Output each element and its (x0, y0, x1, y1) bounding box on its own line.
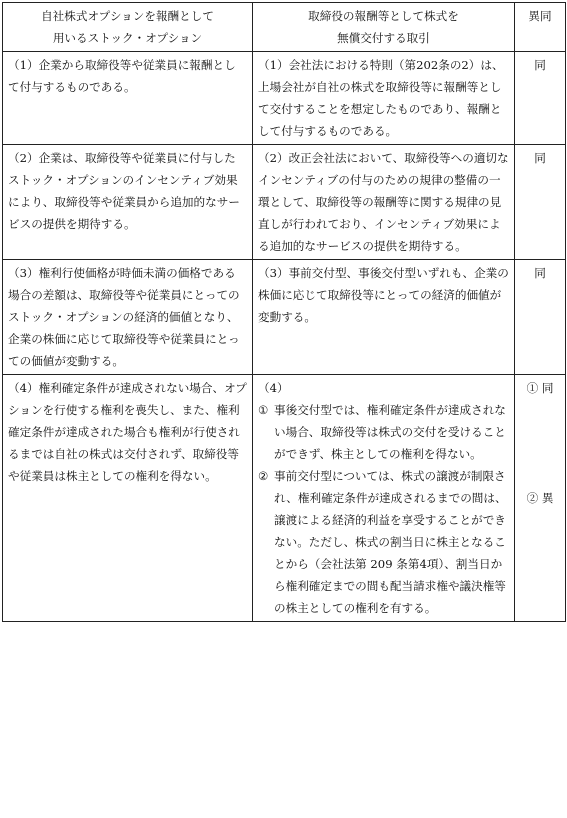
table-row (3, 145, 566, 260)
circled-two: ② (258, 469, 269, 483)
header-stock-option: 自社株式オプションを報酬として 用いるストック・オプション (3, 3, 253, 52)
row3-mark: 同 (515, 260, 566, 375)
table-row (3, 260, 566, 375)
row4-mark (515, 375, 566, 622)
row4-sub-item-2: ② 事前交付型については、株式の譲渡が制限され、権利確定条件が達成されるまでの間は、譲渡による経済的利益を享受することができない。ただし、株式の割当日に株主となることから（会社法第 209 条第4項）、割当日から権利確定までの間も配当請求権や議決権等の株主としての権利を有する。 (258, 465, 509, 619)
row2-left: （2）企業は、取締役等や従業員に付与したストック・オプションのインセンティブ効果により、取締役等や従業員から追加的なサービスの提供を期待する。 (3, 145, 253, 260)
row3-right: （3）事前交付型、事後交付型いずれも、企業の株価に応じて取締役等にとっての経済的価値が変動する。 (253, 260, 515, 375)
header-row (3, 3, 566, 52)
row1-right: （1）会社法における特則（第202条の2）は、上場会社が自社の株式を取締役等に報酬等として交付することを想定したものであり、報酬として付与するものである。 (253, 52, 515, 145)
table-row (3, 52, 566, 145)
header-same-different: 異同 (515, 3, 566, 52)
row1-mark: 同 (515, 52, 566, 145)
row2-right: （2）改正会社法において、取締役等への適切なインセンティブの付与のための規律の整備の一環として、取締役等の報酬等に関する規律の見直しが行われており、インセンティブ効果による追加的なサービスの提供を期待する。 (253, 145, 515, 260)
row4-right-heading: （4） (258, 381, 289, 395)
row4-sub-item-1: ① 事後交付型では、権利確定条件が達成されない場合、取締役等は株式の交付を受けることができず、株主としての権利を得ない。 (258, 399, 509, 465)
row4-mark-2: ② 異 (526, 491, 554, 505)
row3-left: （3）権利行使価格が時価未満の価格である場合の差額は、取締役等や従業員にとってのストック・オプションの経済的価値となり、企業の株価に応じて取締役等や従業員にとっての価値が変動する。 (3, 260, 253, 375)
row4-mark-1: ① 同 (526, 381, 554, 395)
header-share-grant: 取締役の報酬等として株式を 無償交付する取引 (253, 3, 515, 52)
comparison-table (2, 2, 566, 622)
row1-left: （1）企業から取締役等や従業員に報酬として付与するものである。 (3, 52, 253, 145)
table-row (3, 375, 566, 622)
row4-right (253, 375, 515, 622)
row4-left: （4）権利確定条件が達成されない場合、オプションを行使する権利を喪失し、また、権利確定条件が達成された場合も権利が行使されるまでは自社の株式は交付されず、取締役等や従業員は株主としての権利を得ない。 (3, 375, 253, 622)
row4-mark-spacer (520, 399, 560, 487)
circled-one: ① (258, 403, 269, 417)
row2-mark: 同 (515, 145, 566, 260)
